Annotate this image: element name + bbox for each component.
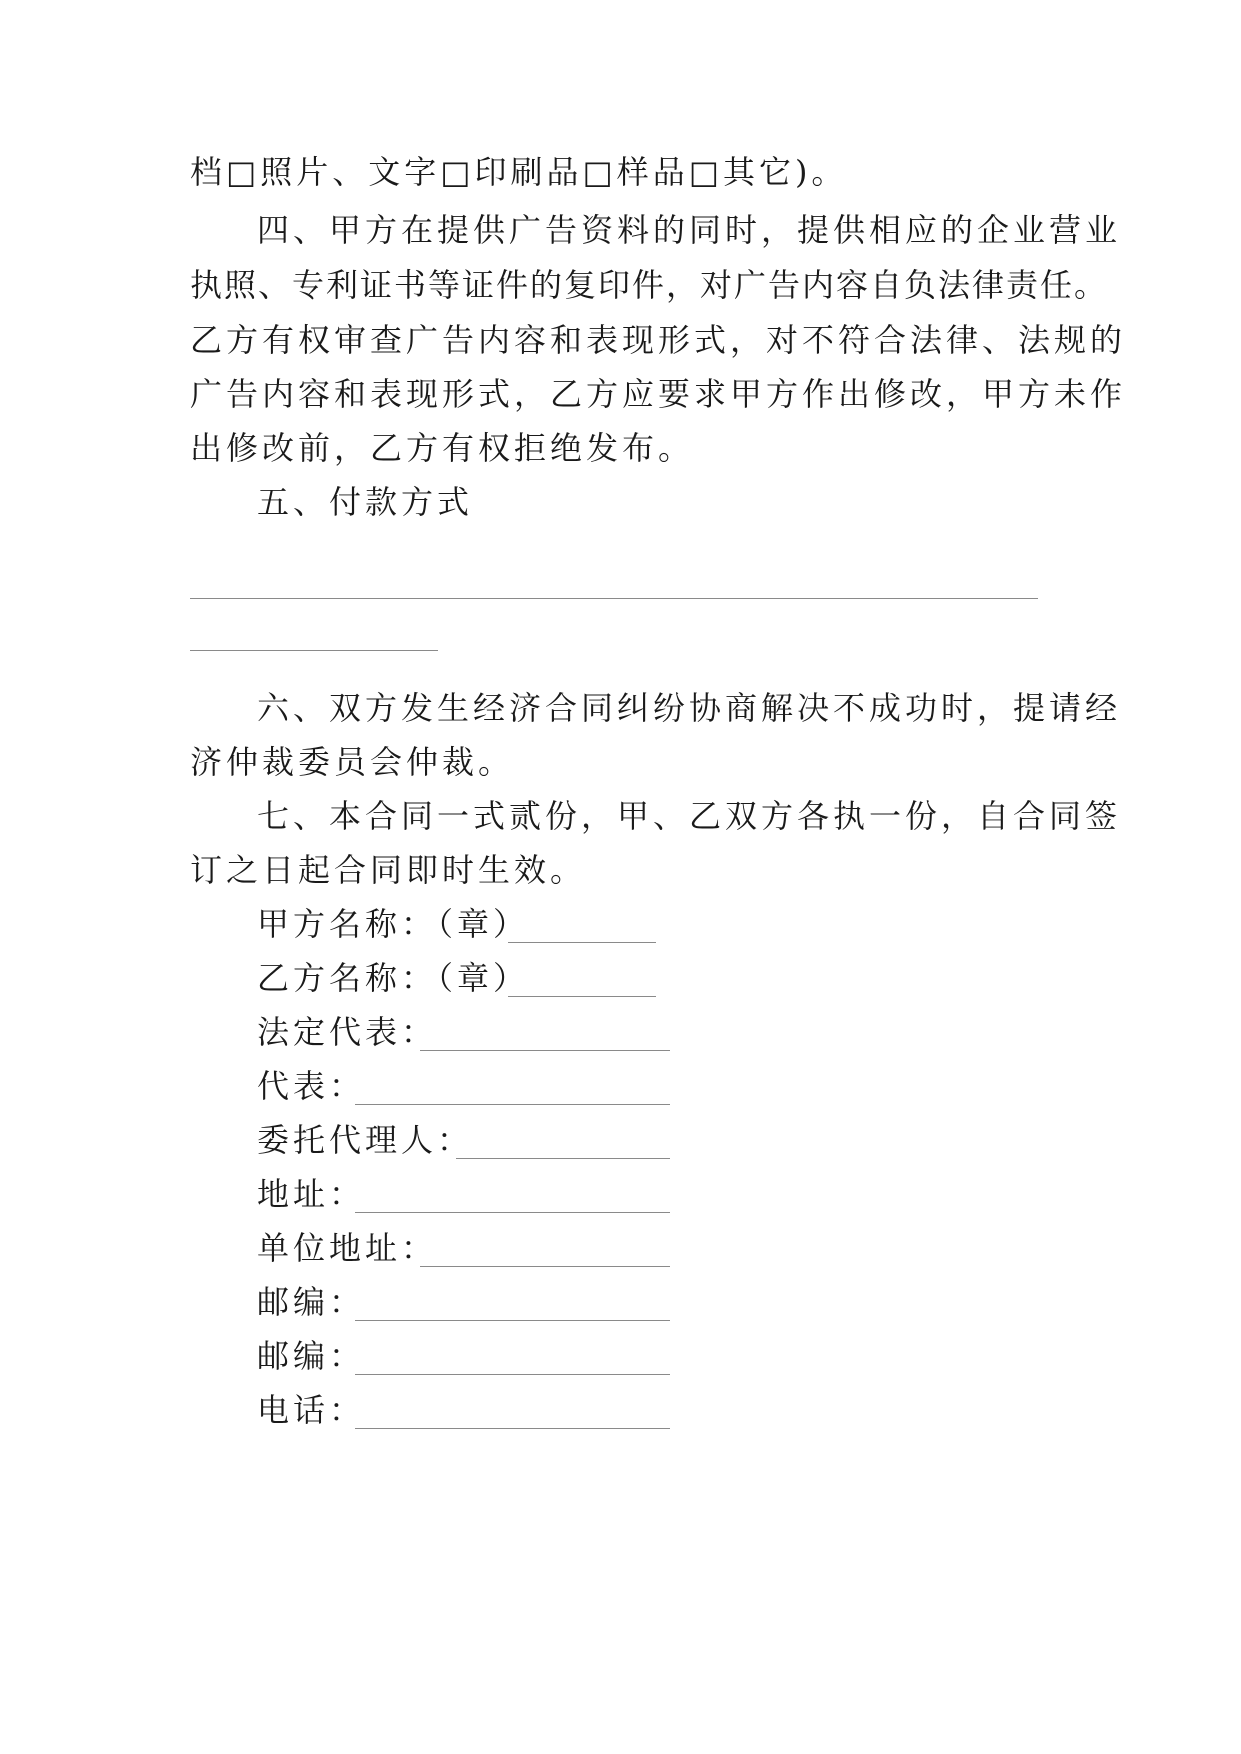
legal-rep-blank bbox=[420, 1050, 670, 1051]
field-label-representative: 代表： bbox=[257, 1067, 366, 1105]
field-label-unit-address: 单位地址： bbox=[257, 1229, 438, 1267]
field-label-phone: 电话： bbox=[257, 1391, 366, 1429]
blank-fill-line bbox=[190, 650, 438, 651]
paragraph-line: 七、本合同一式贰份，甲、乙双方各执一份，自合同签 bbox=[257, 797, 1122, 835]
paragraph-line: 六、双方发生经济合同纠纷协商解决不成功时，提请经 bbox=[257, 689, 1122, 727]
blank-fill-line bbox=[190, 598, 1038, 599]
field-label-postcode: 邮编： bbox=[257, 1337, 366, 1375]
paragraph-line: 订之日起合同即时生效。 bbox=[190, 851, 587, 889]
paragraph-line: 出修改前，乙方有权拒绝发布。 bbox=[190, 429, 695, 467]
paragraph-line: 乙方有权审查广告内容和表现形式，对不符合法律、法规的 bbox=[190, 321, 1127, 359]
postcode-blank bbox=[355, 1374, 670, 1375]
section-heading: 五、付款方式 bbox=[257, 483, 474, 521]
unit-address-blank bbox=[420, 1266, 670, 1267]
paragraph-line: 四、甲方在提供广告资料的同时，提供相应的企业营业 bbox=[257, 211, 1122, 249]
field-label-agent: 委托代理人： bbox=[257, 1121, 474, 1159]
paragraph-line: 广告内容和表现形式，乙方应要求甲方作出修改，甲方未作 bbox=[190, 375, 1127, 413]
field-label-legal-rep: 法定代表： bbox=[257, 1013, 438, 1051]
agent-blank bbox=[456, 1158, 670, 1159]
representative-blank bbox=[355, 1104, 670, 1105]
paragraph-line: 档□照片、文字□印刷品□样品□其它)。 bbox=[190, 153, 848, 191]
field-label-party-a: 甲方名称：（章） bbox=[257, 905, 530, 943]
party-b-name-blank bbox=[508, 996, 656, 997]
postcode-blank bbox=[355, 1320, 670, 1321]
party-a-name-blank bbox=[508, 942, 656, 943]
paragraph-line: 济仲裁委员会仲裁。 bbox=[190, 743, 515, 781]
field-label-address: 地址： bbox=[257, 1175, 366, 1213]
address-blank bbox=[355, 1212, 670, 1213]
field-label-party-b: 乙方名称：（章） bbox=[257, 959, 530, 997]
field-label-postcode: 邮编： bbox=[257, 1283, 366, 1321]
paragraph-line: 执照、专利证书等证件的复印件，对广告内容自负法律责任。 bbox=[190, 266, 1109, 304]
phone-blank bbox=[355, 1428, 670, 1429]
